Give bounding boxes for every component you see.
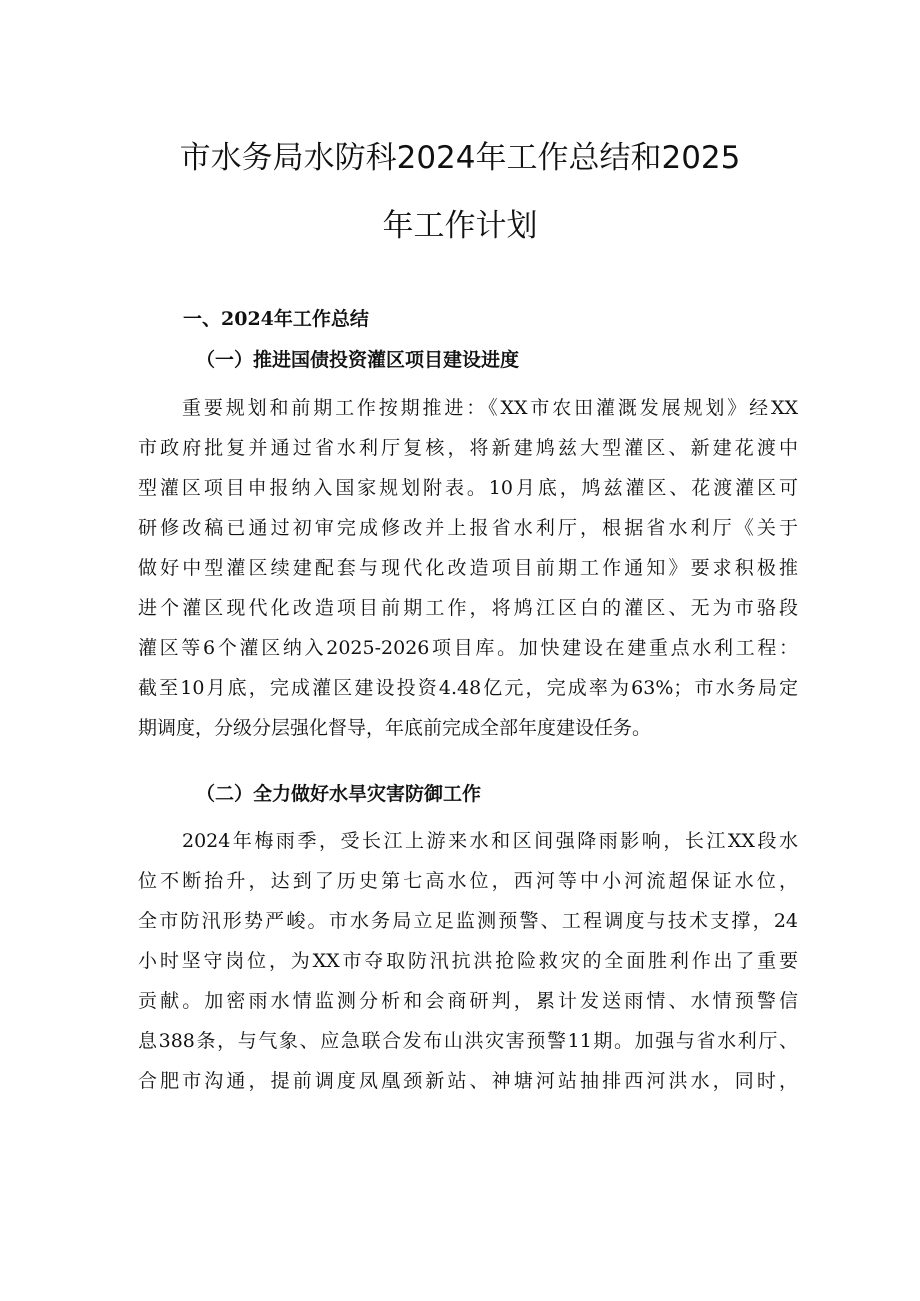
subsection-heading-irrigation: （一）推进国债投资灌区项目建设进度 bbox=[196, 349, 520, 371]
paragraph-line: 研修改稿已通过初审完成修改并上报省水利厅，根据省水利厅《关于 bbox=[138, 517, 798, 539]
paragraph-line: 合肥市沟通，提前调度凤凰颈新站、神塘河站抽排西河洪水，同时， bbox=[138, 1070, 798, 1092]
paragraph-line: 截至10月底，完成灌区建设投资4.48亿元，完成率为63%；市水务局定 bbox=[138, 677, 798, 699]
paragraph-flood-defense bbox=[138, 821, 798, 1101]
paragraph-line: 型灌区项目申报纳入国家规划附表。10月底，鸠兹灌区、花渡灌区可 bbox=[138, 477, 798, 499]
paragraph-line: 全市防汛形势严峻。市水务局立足监测预警、工程调度与技术支撑，24 bbox=[138, 910, 798, 932]
paragraph-line: 2024年梅雨季，受长江上游来水和区间强降雨影响，长江XX段水 bbox=[182, 830, 798, 852]
paragraph-line: 期调度，分级分层强化督导，年底前完成全部年度建设任务。 bbox=[138, 717, 652, 739]
document-title-line-2: 年工作计划 bbox=[382, 208, 538, 244]
subsection-heading-flood-defense: （二）全力做好水旱灾害防御工作 bbox=[196, 783, 482, 805]
document-title-line-1: 市水务局水防科2024年工作总结和2025 bbox=[179, 140, 741, 176]
paragraph-line: 贡献。加密雨水情监测分析和会商研判，累计发送雨情、水情预警信 bbox=[138, 990, 798, 1012]
paragraph-line: 灌区等6个灌区纳入2025-2026项目库。加快建设在建重点水利工程： bbox=[138, 637, 798, 659]
paragraph-line: 进个灌区现代化改造项目前期工作，将鸠江区白的灌区、无为市骆段 bbox=[138, 597, 798, 619]
paragraph-line: 重要规划和前期工作按期推进：《XX市农田灌溉发展规划》经XX bbox=[182, 397, 798, 419]
paragraph-line: 小时坚守岗位，为XX市夺取防汛抗洪抢险救灾的全面胜利作出了重要 bbox=[138, 950, 798, 972]
paragraph-line: 位不断抬升，达到了历史第七高水位，西河等中小河流超保证水位， bbox=[138, 870, 798, 892]
paragraph-line: 息388条，与气象、应急联合发布山洪灾害预警11期。加强与省水利厅、 bbox=[138, 1030, 798, 1052]
section-heading-summary: 一、2024年工作总结 bbox=[183, 308, 369, 330]
paragraph-line: 市政府批复并通过省水利厅复核，将新建鸠兹大型灌区、新建花渡中 bbox=[138, 437, 798, 459]
paragraph-line: 做好中型灌区续建配套与现代化改造项目前期工作通知》要求积极推 bbox=[138, 557, 798, 579]
paragraph-irrigation bbox=[138, 388, 798, 748]
